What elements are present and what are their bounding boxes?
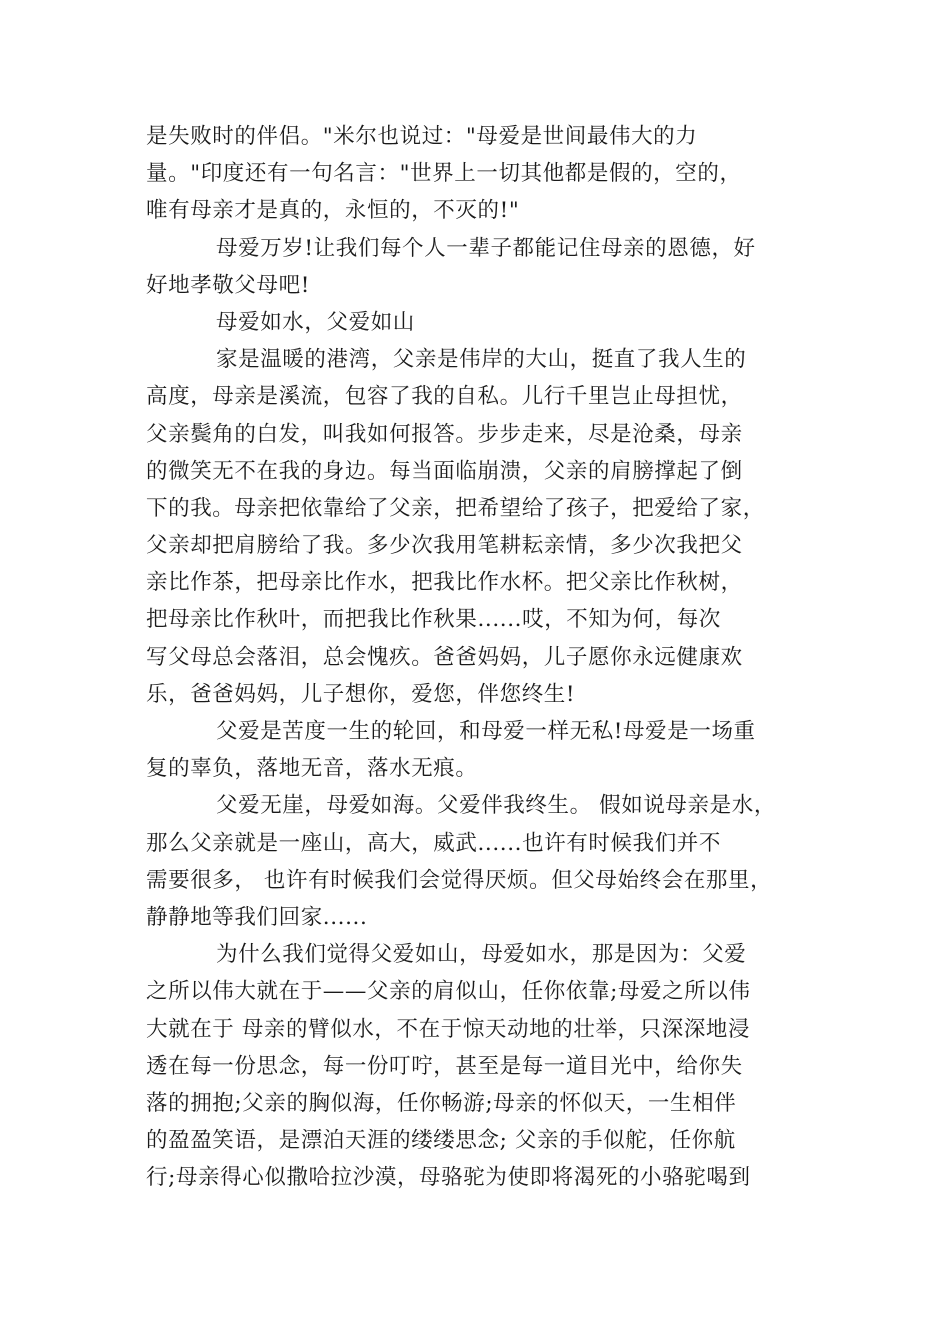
text-line: 亲比作茶，把母亲比作水，把我比作水杯。把父亲比作秋树，	[146, 570, 743, 596]
text-line: 复的辜负，落地无音，落水无痕。	[146, 756, 478, 782]
text-line: 静静地等我们回家......	[146, 904, 368, 930]
text-line: 为什么我们觉得父爱如山，母爱如水，那是因为：父爱	[216, 942, 747, 968]
text-line: 母爱万岁!让我们每个人一辈子都能记住母亲的恩德，好	[216, 235, 756, 261]
text-line: 透在每一份思念，每一份叮咛，甚至是每一道目光中，给你失	[146, 1053, 743, 1079]
text-line: 家是温暖的港湾，父亲是伟岸的大山，挺直了我人生的	[216, 347, 747, 373]
text-line: 高度，母亲是溪流，包容了我的自私。儿行千里岂止母担忧，	[146, 384, 743, 410]
text-line: 乐，爸爸妈妈，儿子想你，爱您，伴您终生!	[146, 681, 576, 707]
text-line: 好地孝敬父母吧!	[146, 272, 310, 298]
text-line: 下的我。母亲把依靠给了父亲，把希望给了孩子，把爱给了家，	[146, 495, 765, 521]
body-text	[146, 118, 806, 1196]
text-line: 父亲却把肩膀给了我。多少次我用笔耕耘亲情，多少次我把父	[146, 533, 743, 559]
text-line: 的盈盈笑语，是漂泊天涯的缕缕思念; 父亲的手似舵，任你航	[146, 1128, 736, 1154]
text-line: 行;母亲得心似撒哈拉沙漠，母骆驼为使即将渴死的小骆驼喝到	[146, 1165, 751, 1191]
text-line: 母爱如水，父爱如山	[216, 309, 415, 335]
text-line: 父爱是苦度一生的轮回，和母爱一样无私!母爱是一场重	[216, 719, 756, 744]
text-line: 写父母总会落泪，总会愧疚。爸爸妈妈，儿子愿你永远健康欢	[146, 644, 743, 670]
text-line: 大就在于 母亲的臂似水，不在于惊天动地的壮举，只深深地浸	[146, 1016, 751, 1042]
text-line: 落的拥抱;父亲的胸似海，任你畅游;母亲的怀似天，一生相伴	[146, 1090, 737, 1116]
text-line: 唯有母亲才是真的，永恒的，不灭的!"	[146, 198, 520, 224]
text-line: 父亲鬓角的白发，叫我如何报答。步步走来，尽是沧桑，母亲	[146, 421, 743, 447]
text-line: 父爱无崖，母爱如海。父爱伴我终生。 假如说母亲是水，	[216, 793, 776, 819]
text-line: 的微笑无不在我的身边。每当面临崩溃，父亲的肩膀撑起了倒	[146, 458, 743, 484]
text-line: 需要很多， 也许有时候我们会觉得厌烦。但父母始终会在那里，	[146, 867, 773, 893]
text-line: 量。"印度还有一句名言："世界上一切其他都是假的，空的，	[146, 161, 742, 187]
text-line: 是失败时的伴侣。"米尔也说过："母爱是世间最伟大的力	[146, 124, 698, 149]
text-line: 把母亲比作秋叶，而把我比作秋果......哎，不知为何，每次	[146, 607, 722, 633]
text-line: 那么父亲就是一座山，高大，威武......也许有时候我们并不	[146, 830, 722, 856]
text-line: 之所以伟大就在于——父亲的肩似山，任你依靠;母爱之所以伟	[146, 979, 751, 1005]
